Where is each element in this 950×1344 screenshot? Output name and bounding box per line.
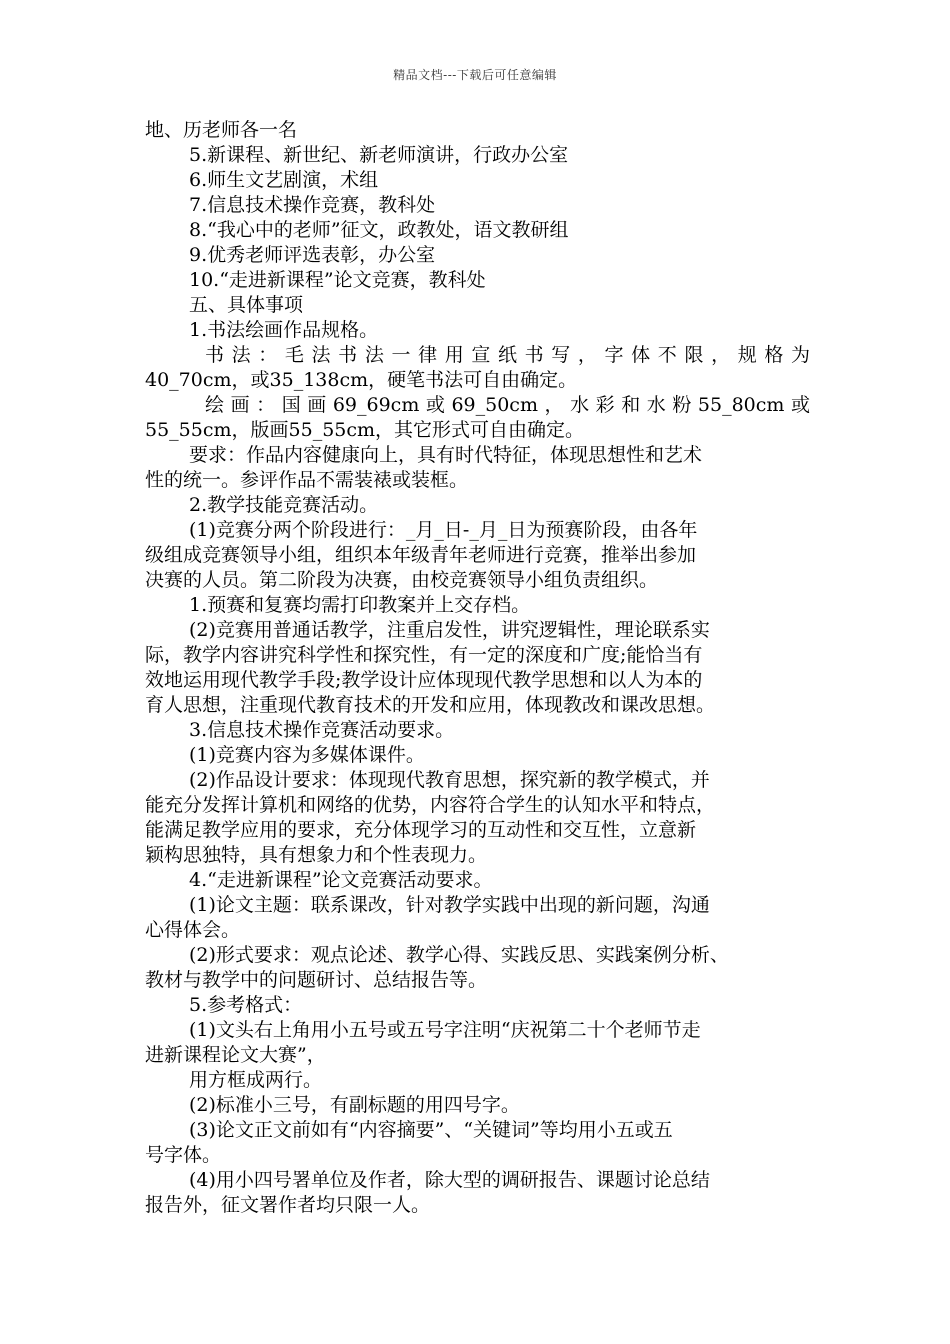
text-line: 1.预赛和复赛均需打印教案并上交存档。 — [189, 594, 531, 616]
text-line: (3)论文正文前如有“内容摘要”、“关键词”等均用小五或五 — [189, 1119, 673, 1141]
text-line: 4.“走进新课程”论文竞赛活动要求。 — [189, 869, 493, 891]
text-line: 3.信息技术操作竞赛活动要求。 — [189, 719, 455, 741]
text-line: 用方框成两行。 — [189, 1069, 323, 1091]
text-line: (1)竞赛内容为多媒体课件。 — [189, 744, 425, 766]
text-line: 7.信息技术操作竞赛，教科处 — [189, 194, 436, 216]
text-line: 五、具体事项 — [189, 294, 304, 316]
text-line: 地、历老师各一名 — [145, 119, 298, 141]
text-line: 40_70cm，或35_138cm，硬笔书法可自由确定。 — [145, 369, 578, 391]
text-line: 效地运用现代教学手段;教学设计应体现现代教学思想和以人为本的 — [145, 669, 703, 691]
text-line: 书法：毛法书法一律用宣纸书写，字体不限，规格为 — [205, 344, 810, 366]
page-header: 精品文档---下载后可任意编辑 — [393, 68, 557, 82]
text-line: (4)用小四号署单位及作者，除大型的调研报告、课题讨论总结 — [189, 1169, 710, 1191]
text-line: 55_55cm，版画55_55cm，其它形式可自由确定。 — [145, 419, 585, 441]
text-line: 心得体会。 — [145, 919, 241, 941]
text-line: (1)文头右上角用小五号或五号字注明“庆祝第二十个老师节走 — [189, 1019, 701, 1041]
text-line: 9.优秀老师评选表彰，办公室 — [189, 244, 436, 266]
text-line: 要求：作品内容健康向上，具有时代特征，体现思想性和艺术 — [189, 444, 703, 466]
text-line: 性的统一。参评作品不需装裱或装框。 — [145, 469, 469, 491]
text-line: (1)论文主题：联系课改，针对教学实践中出现的新问题，沟通 — [189, 894, 710, 916]
document-body — [145, 118, 810, 1218]
text-line: 绘画：国画69_69cm或69_50cm，水彩和水粉55_80cm或 — [205, 394, 810, 416]
text-line: 2.教学技能竞赛活动。 — [189, 494, 379, 516]
text-line: 报告外，征文署作者均只限一人。 — [145, 1194, 431, 1216]
text-line: 进新课程论文大赛”， — [145, 1044, 326, 1066]
text-line: (2)形式要求：观点论述、教学心得、实践反思、实践案例分析、 — [189, 944, 729, 966]
text-line: 颖构思独特，具有想象力和个性表现力。 — [145, 844, 488, 866]
text-line: 教材与教学中的问题研讨、总结报告等。 — [145, 969, 488, 991]
text-line: 际，教学内容讲究科学性和探究性，有一定的深度和广度;能恰当有 — [145, 644, 703, 666]
text-line: 育人思想，注重现代教育技术的开发和应用，体现教改和课改思想。 — [145, 694, 716, 716]
text-line: 8.“我心中的老师”征文，政教处，语文教研组 — [189, 219, 569, 241]
text-line: (2)标准小三号，有副标题的用四号字。 — [189, 1094, 520, 1116]
text-line: (2)竞赛用普通话教学，注重启发性，讲究逻辑性，理论联系实 — [189, 619, 710, 641]
text-line: 5.新课程、新世纪、新老师演讲，行政办公室 — [189, 144, 569, 166]
text-line: 10.“走进新课程”论文竞赛，教科处 — [189, 269, 486, 291]
text-line: (1)竞赛分两个阶段进行：_月_日-_月_日为预赛阶段，由各年 — [189, 519, 698, 541]
text-line: 号字体。 — [145, 1144, 222, 1166]
text-line: (2)作品设计要求：体现现代教育思想，探究新的教学模式，并 — [189, 769, 710, 791]
text-line: 1.书法绘画作品规格。 — [189, 319, 379, 341]
text-line: 5.参考格式： — [189, 994, 303, 1016]
text-line: 决赛的人员。第二阶段为决赛，由校竞赛领导小组负责组织。 — [145, 569, 659, 591]
text-line: 6.师生文艺剧演，术组 — [189, 169, 379, 191]
text-line: 能充分发挥计算机和网络的优势，内容符合学生的认知水平和特点， — [145, 794, 716, 816]
text-line: 能满足教学应用的要求，充分体现学习的互动性和交互性，立意新 — [145, 819, 697, 841]
text-line: 级组成竞赛领导小组，组织本年级青年老师进行竞赛，推举出参加 — [145, 544, 697, 566]
